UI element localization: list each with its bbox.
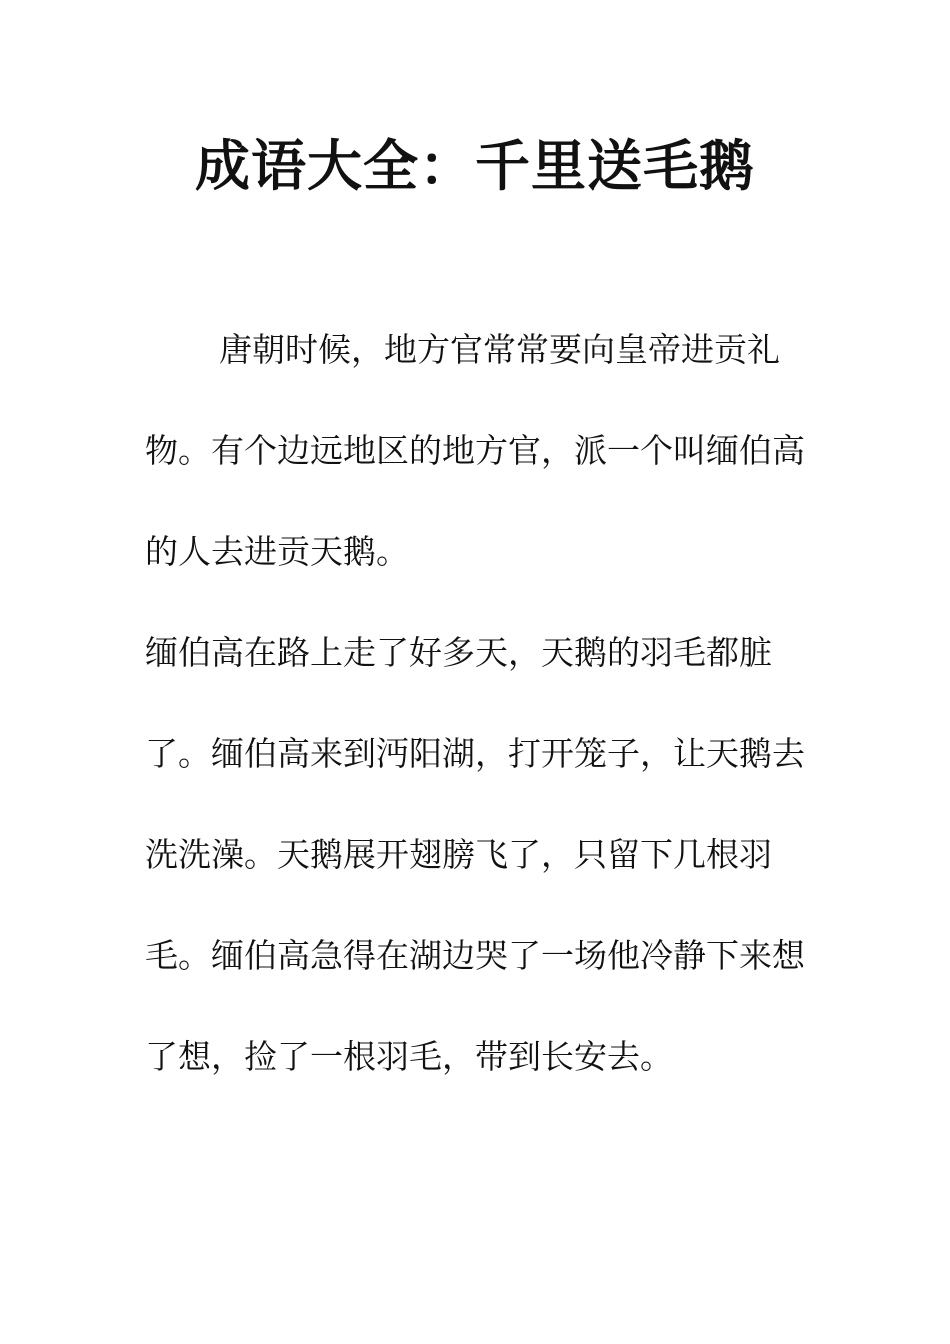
document-title: 成语大全：千里送毛鹅 — [194, 134, 755, 198]
paragraph-2: 缅伯高在路上走了好多天，天鹅的羽毛都脏了。缅伯高来到沔阳湖，打开笼子，让天鹅去洗洗澡。天鹅展开翅膀飞了，只留下几根羽毛。缅伯高急得在湖边哭了一场他冷静下来想了想，捡了一根羽毛，带到长安去。 — [145, 633, 805, 1076]
document-body — [145, 299, 807, 1107]
paragraph-1: 唐朝时候，地方官常常要向皇帝进贡礼物。有个边远地区的地方官，派一个叫缅伯高的人去进贡天鹅。 — [145, 330, 805, 571]
